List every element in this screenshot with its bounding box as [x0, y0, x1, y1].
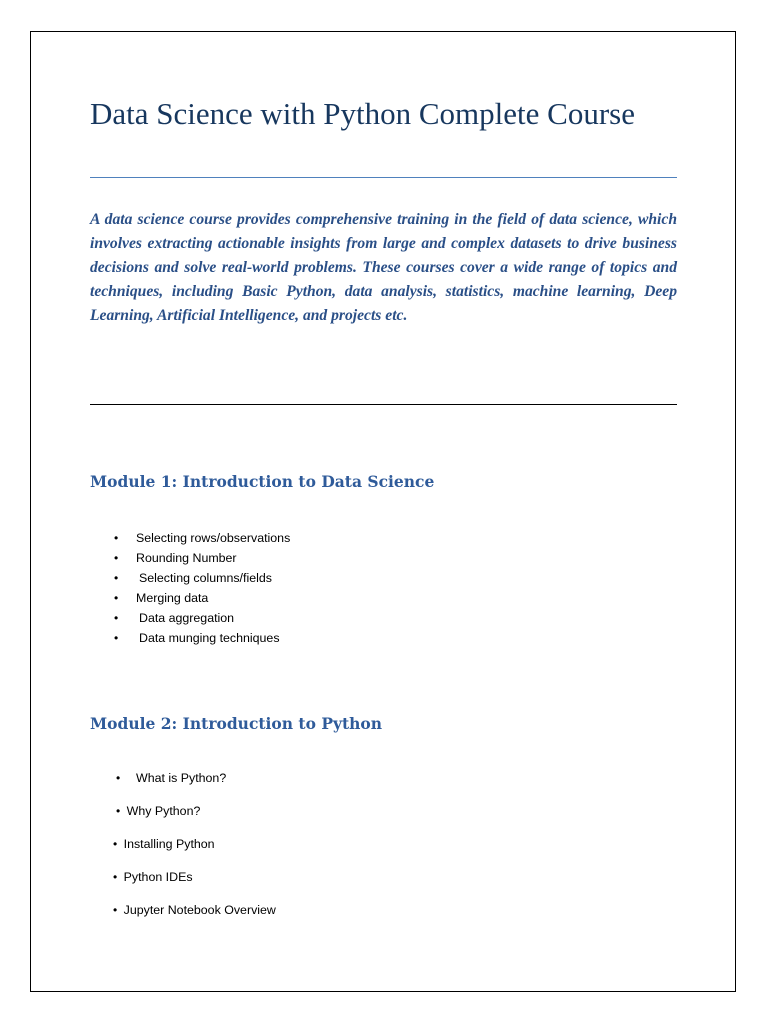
- bullet-icon: •: [114, 591, 119, 605]
- list-item: [113, 769, 276, 802]
- intro-paragraph: A data science course provides comprehensive training in the field of data science, which involves extracting actionable insights from large and complex datasets to drive business decisions and solve real-world problems. These courses cover a wide range of topics and techniques, including Basic Python, data analysis, statistics, machine learning, Deep Learning, Artificial Intelligence, and projects etc.: [90, 211, 677, 324]
- title-underline: [90, 177, 677, 178]
- module-2-heading: Module 2: Introduction to Python: [90, 714, 383, 733]
- bullet-icon: •: [113, 903, 118, 917]
- list-item-label: What is Python?: [136, 771, 227, 785]
- bullet-icon: •: [116, 771, 121, 785]
- list-item-label: Jupyter Notebook Overview: [123, 903, 276, 917]
- list-item-label: Rounding Number: [136, 551, 237, 565]
- list-item: [113, 802, 276, 835]
- list-item-label: Merging data: [136, 591, 209, 605]
- bullet-icon: •: [114, 611, 119, 625]
- list-item: [114, 609, 290, 629]
- list-item-label: Data aggregation: [139, 611, 235, 625]
- list-item-label: Selecting columns/fields: [139, 571, 272, 585]
- bullet-icon: •: [114, 571, 119, 585]
- bullet-icon: •: [116, 804, 121, 818]
- list-item-label: Data munging techniques: [139, 631, 280, 645]
- module-2-topic-list: [113, 769, 276, 934]
- list-item: [113, 901, 276, 934]
- list-item-label: Python IDEs: [123, 870, 193, 884]
- list-item-label: Why Python?: [126, 804, 201, 818]
- bullet-icon: •: [113, 837, 118, 851]
- document-title: Data Science with Python Complete Course: [90, 96, 635, 131]
- section-separator: [90, 404, 677, 405]
- list-item: [113, 835, 276, 868]
- list-item-label: Installing Python: [123, 837, 215, 851]
- module-1-heading: Module 1: Introduction to Data Science: [90, 472, 435, 491]
- module-1-topic-list: [114, 529, 290, 649]
- list-item: [114, 569, 290, 589]
- bullet-icon: •: [113, 870, 118, 884]
- list-item: [113, 868, 276, 901]
- list-item-label: Selecting rows/observations: [136, 531, 291, 545]
- bullet-icon: •: [114, 631, 119, 645]
- list-item: [114, 589, 290, 609]
- list-item: [114, 529, 290, 549]
- bullet-icon: •: [114, 551, 119, 565]
- list-item: [114, 629, 290, 649]
- list-item: [114, 549, 290, 569]
- bullet-icon: •: [114, 531, 119, 545]
